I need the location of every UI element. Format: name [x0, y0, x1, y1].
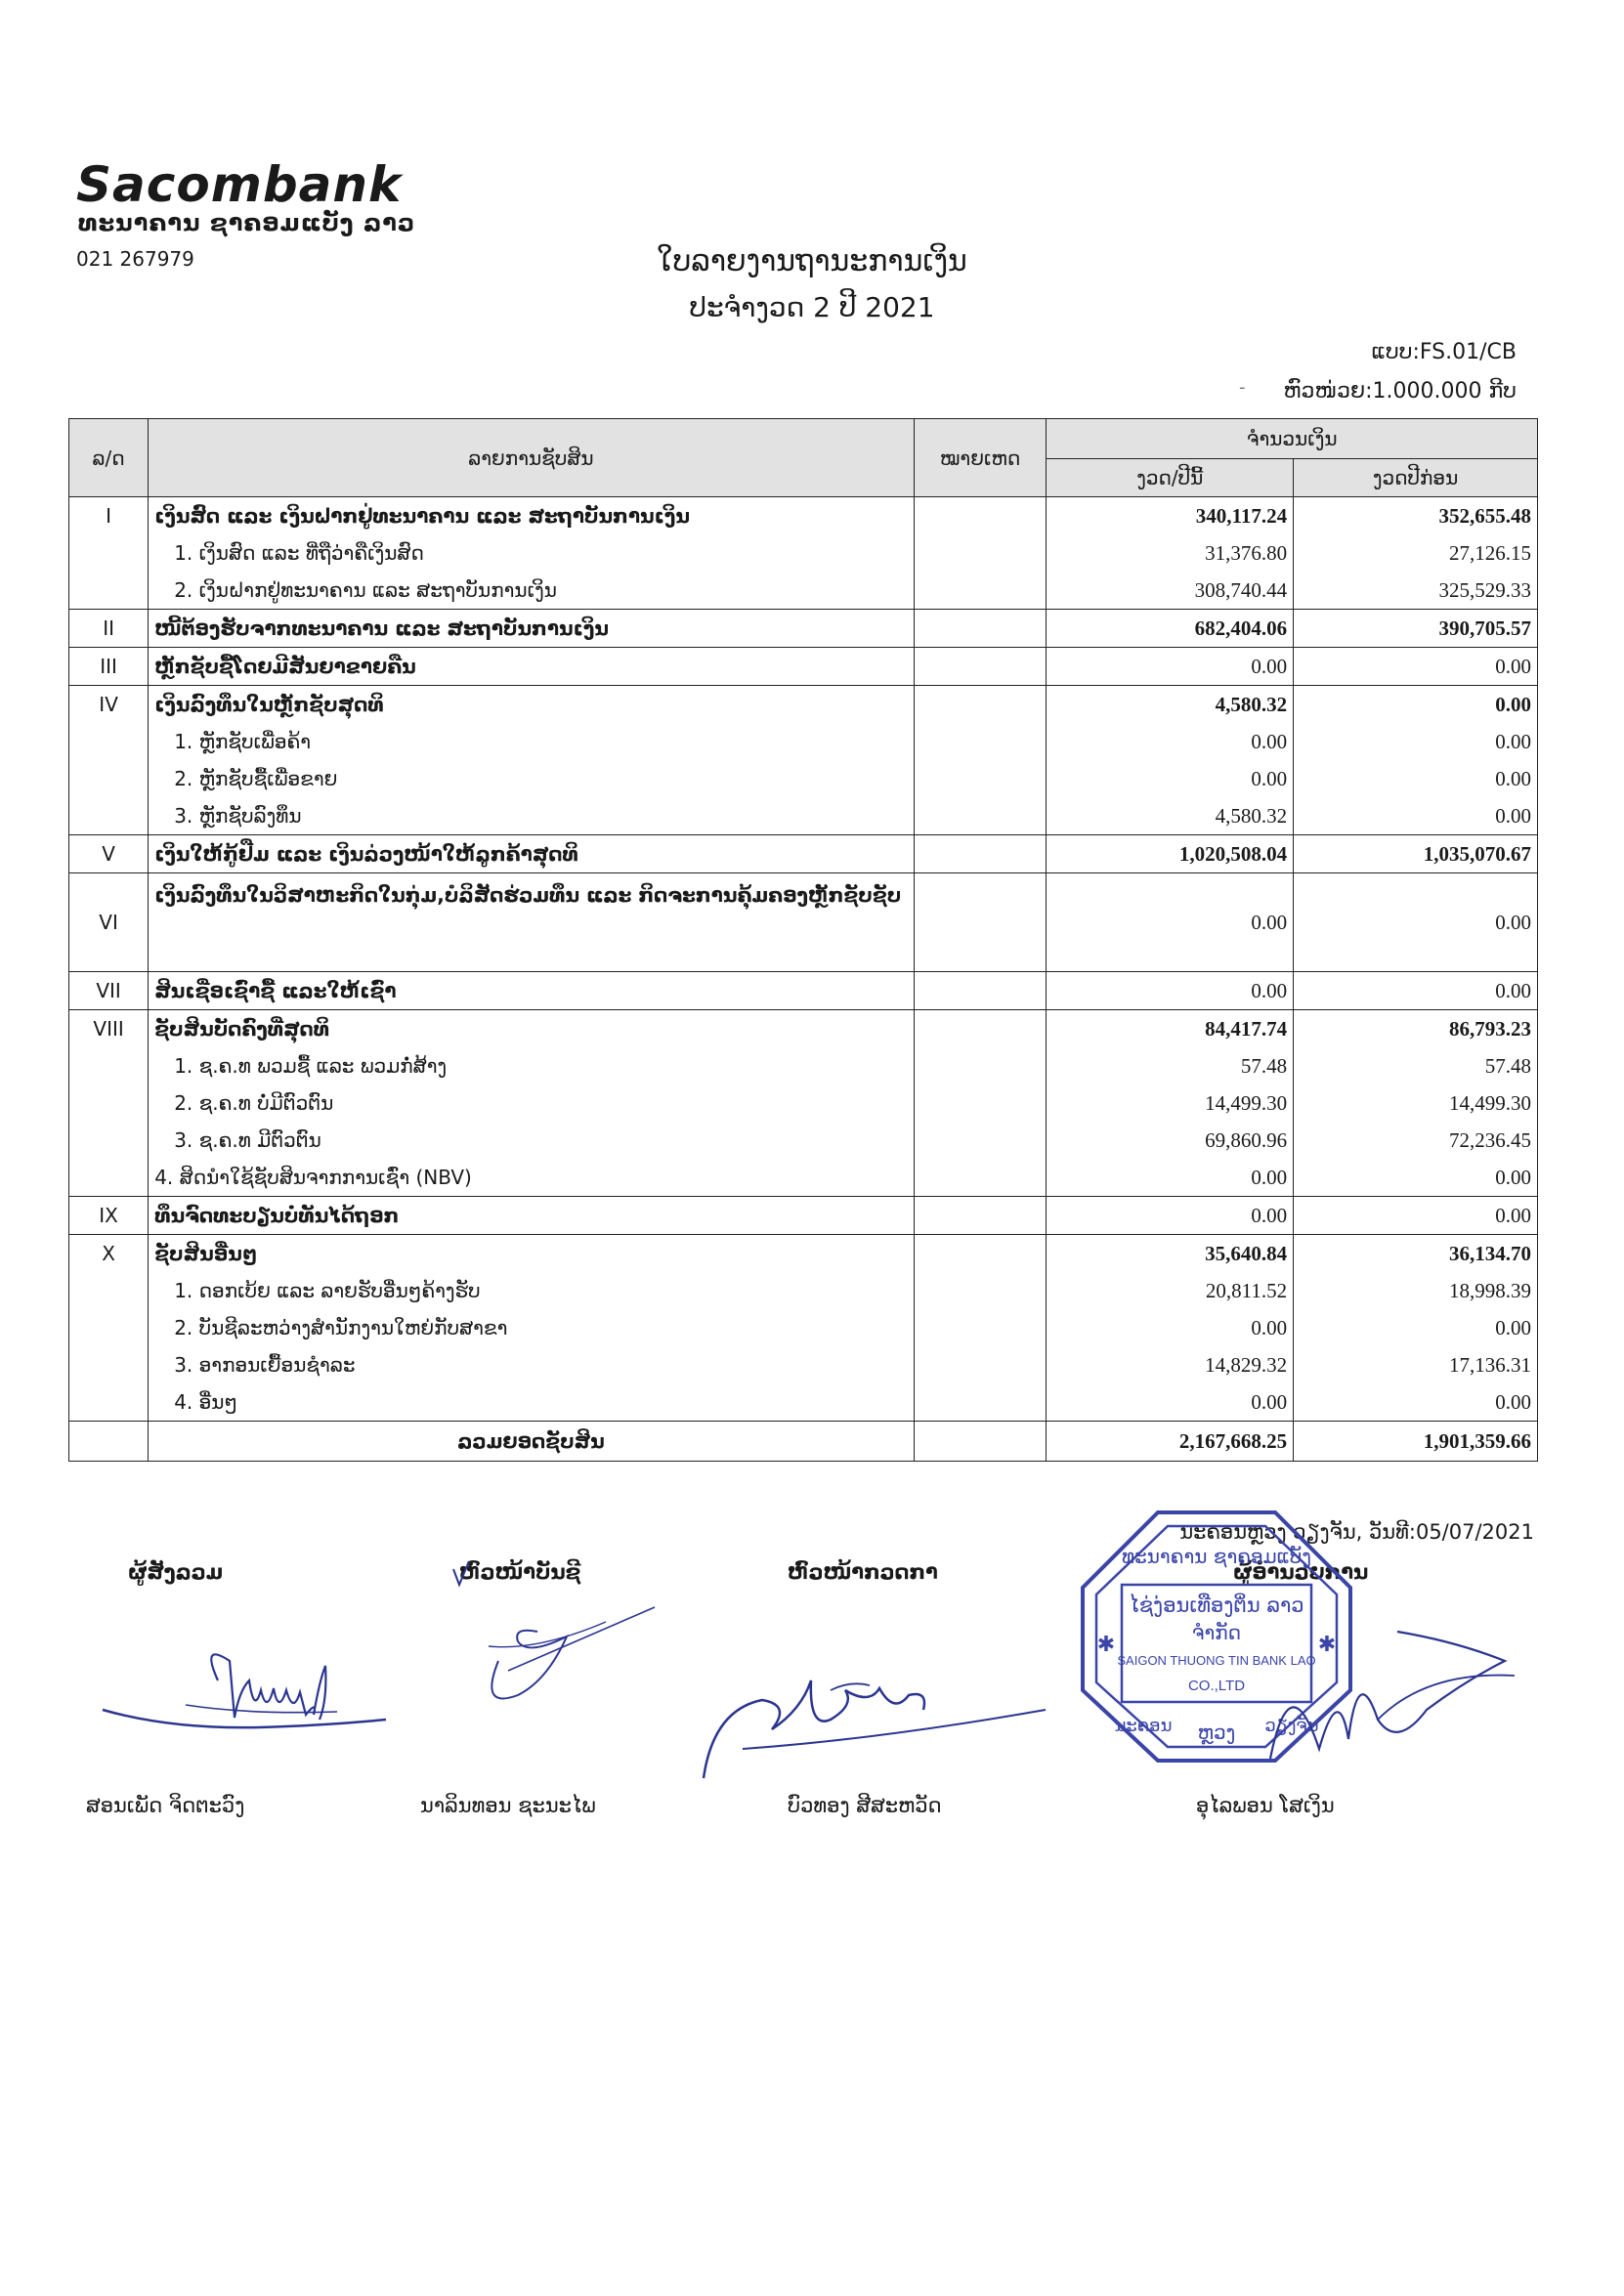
total-label: ລວມຍອດຊັບສິນ: [149, 1422, 914, 1462]
row-number: III: [69, 648, 149, 686]
row-item: 4. ສິດນຳໃຊ້ຊັບສິນຈາກການເຊົ່າ (NBV): [149, 1159, 914, 1197]
signature-chief-auditor: [684, 1651, 1055, 1788]
row-previous-amount: 72,236.45: [1294, 1122, 1538, 1159]
row-current-amount: 0.00: [1047, 1309, 1294, 1346]
row-previous-amount: 0.00: [1294, 1159, 1538, 1197]
row-number: I: [69, 497, 149, 535]
row-note: [914, 572, 1047, 610]
row-current-amount: 14,499.30: [1047, 1084, 1294, 1122]
row-previous-amount: 86,793.23: [1294, 1010, 1538, 1048]
row-item: 1. ຊ.ຄ.ທ ພວມຊື້ ແລະ ພວມກໍ່ສ້າງ: [149, 1047, 914, 1084]
row-previous-amount: 0.00: [1294, 723, 1538, 760]
row-item: 2. ເງິນຝາກຢູ່ທະນາຄານ ແລະ ສະຖາບັນການເງິນ: [149, 572, 914, 610]
row-note: [914, 1346, 1047, 1383]
header-note: ໝາຍເຫດ: [914, 419, 1047, 497]
row-current-amount: 682,404.06: [1047, 610, 1294, 648]
role-director: ຜູ້ອຳນວຍການ: [1233, 1560, 1369, 1584]
stamp-text-company: ໄຊ່ງ່ອນເທືອງຕິ່ນ ລາວ: [1129, 1594, 1304, 1617]
row-previous-amount: 1,035,070.67: [1294, 835, 1538, 873]
row-previous-amount: 18,998.39: [1294, 1272, 1538, 1309]
row-previous-amount: 0.00: [1294, 1309, 1538, 1346]
row-current-amount: 0.00: [1047, 873, 1294, 972]
row-item: ເງິນລົງທຶນໃນວິສາຫະກິດໃນກຸ່ມ,ບໍລິສັດຮ່ວມທຶນ ແລະ ກິດຈະການຄຸ້ມຄອງຫຼັກຊັບຊັບ: [149, 873, 914, 972]
table-row: [69, 497, 1538, 535]
table-row: [69, 1235, 1538, 1273]
row-item: ຫຼັກຊັບຊື້ໂດຍມີສັນຍາຂາຍຄືນ: [149, 648, 914, 686]
signing-date: ນະຄອນຫຼວງ ວຽງຈັນ, ວັນທີ:05/07/2021: [1179, 1520, 1534, 1544]
phone-number: 021 267979: [76, 247, 194, 271]
row-note: [914, 1047, 1047, 1084]
row-number: VI: [69, 873, 149, 972]
row-current-amount: 0.00: [1047, 1159, 1294, 1197]
row-number: VIII: [69, 1010, 149, 1048]
row-current-amount: 0.00: [1047, 760, 1294, 797]
signature-chief-accountant: [459, 1602, 674, 1720]
table-row: [69, 1346, 1538, 1383]
row-item: ເງິນລົງທຶນໃນຫຼັກຊັບສຸດທິ: [149, 686, 914, 724]
table-row: [69, 1272, 1538, 1309]
header-item: ລາຍການຊັບສິນ: [149, 419, 914, 497]
row-item: 3. ອາກອນເຍື້ອນຊຳລະ: [149, 1346, 914, 1383]
row-number: [69, 1159, 149, 1197]
row-note: [914, 1309, 1047, 1346]
balance-sheet-table: [68, 418, 1538, 1462]
header-current: ງວດ/ປີນີ້: [1047, 459, 1294, 497]
row-current-amount: 20,811.52: [1047, 1272, 1294, 1309]
table-row: [69, 1159, 1538, 1197]
stamp-text-english: SAIGON THUONG TIN BANK LAO: [1117, 1653, 1316, 1668]
row-number: [69, 1047, 149, 1084]
stamp-text-vientiane: ວຽງຈັນ: [1264, 1716, 1319, 1736]
row-previous-amount: 17,136.31: [1294, 1346, 1538, 1383]
row-item: 1. ຫຼັກຊັບເພື່ອຄ້າ: [149, 723, 914, 760]
row-note: [914, 497, 1047, 535]
report-title: ໃບລາຍງານຖານະການເງິນ: [657, 244, 967, 278]
name-director: ອຸໄລພອນ ໂສເງິນ: [1196, 1794, 1335, 1817]
table-row: [69, 572, 1538, 610]
row-number: X: [69, 1235, 149, 1273]
row-item: ສິນເຊື່ອເຊົ່າຊື້ ແລະໃຫ້ເຊົ່າ: [149, 972, 914, 1010]
row-note: [914, 1272, 1047, 1309]
row-number: [69, 1084, 149, 1122]
role-chief-auditor: ຫົວໜ້າກວດກາ: [788, 1560, 938, 1584]
row-number: [69, 723, 149, 760]
role-chief-accountant: ຫົວໜ້າບັນຊີ: [459, 1560, 581, 1584]
row-item: ຊັບສິນບັດຄົງທີ່ສຸດທິ: [149, 1010, 914, 1048]
row-note: [914, 873, 1047, 972]
row-current-amount: 4,580.32: [1047, 797, 1294, 835]
row-note: [914, 648, 1047, 686]
row-number: IX: [69, 1197, 149, 1235]
name-chief-accountant: ນາລິນທອນ ຊະນະໄພ: [420, 1794, 596, 1817]
row-number: [69, 1346, 149, 1383]
row-item: ທຶນຈົດທະບຽນບໍ່ທັນໄດ້ຖອກ: [149, 1197, 914, 1235]
row-previous-amount: 390,705.57: [1294, 610, 1538, 648]
row-item: ເງິນສົດ ແລະ ເງິນຝາກຢູ່ທະນາຄານ ແລະ ສະຖາບັນການເງິນ: [149, 497, 914, 535]
row-number: [69, 1122, 149, 1159]
row-number: V: [69, 835, 149, 873]
row-item: ໜີ້ຕ້ອງຮັບຈາກທະນາຄານ ແລະ ສະຖາບັນການເງິນ: [149, 610, 914, 648]
row-previous-amount: 0.00: [1294, 686, 1538, 724]
row-note: [914, 1197, 1047, 1235]
checkmark-icon: [451, 1559, 471, 1589]
row-note: [914, 1159, 1047, 1197]
row-current-amount: 14,829.32: [1047, 1346, 1294, 1383]
table-row: [69, 1047, 1538, 1084]
row-item: ຊັບສິນອື່ນໆ: [149, 1235, 914, 1273]
row-note: [914, 1122, 1047, 1159]
total-previous: 1,901,359.66: [1294, 1422, 1538, 1462]
star-icon: ✱: [1096, 1633, 1116, 1657]
row-number: VII: [69, 972, 149, 1010]
header-no: ລ/ດ: [69, 419, 149, 497]
row-number: [69, 760, 149, 797]
total-note: [914, 1422, 1047, 1462]
row-item: 3. ຊ.ຄ.ທ ມີຕົວຕົນ: [149, 1122, 914, 1159]
row-item: 2. ຫຼັກຊັບຊື້ເພື່ອຂາຍ: [149, 760, 914, 797]
row-current-amount: 0.00: [1047, 723, 1294, 760]
row-number: [69, 572, 149, 610]
total-row: [69, 1422, 1538, 1462]
row-previous-amount: 0.00: [1294, 760, 1538, 797]
signature-director: [1231, 1602, 1524, 1768]
row-note: [914, 534, 1047, 572]
table-row: [69, 1084, 1538, 1122]
row-item: 2. ຊ.ຄ.ທ ບໍ່ມີຕົວຕົນ: [149, 1084, 914, 1122]
header-previous: ງວດປີກ່ອນ: [1294, 459, 1538, 497]
role-compiler: ຜູ້ສັງລວມ: [128, 1560, 224, 1584]
row-current-amount: 31,376.80: [1047, 534, 1294, 572]
row-previous-amount: 325,529.33: [1294, 572, 1538, 610]
row-note: [914, 1084, 1047, 1122]
row-item: 1. ເງິນສົດ ແລະ ທີ່ຖືວ່າຄືເງິນສົດ: [149, 534, 914, 572]
row-current-amount: 0.00: [1047, 1383, 1294, 1422]
table-row: [69, 972, 1538, 1010]
header-amount: ຈຳນວນເງິນ: [1047, 419, 1538, 459]
stamp-text-colt: CO.,LTD: [1187, 1678, 1246, 1694]
row-item: 1. ດອກເບ້ຍ ແລະ ລາຍຮັບອື່ນໆຄ້າງຮັບ: [149, 1272, 914, 1309]
total-current: 2,167,668.25: [1047, 1422, 1294, 1462]
row-previous-amount: 36,134.70: [1294, 1235, 1538, 1273]
row-item: 3. ຫຼັກຊັບລົງທຶນ: [149, 797, 914, 835]
row-note: [914, 797, 1047, 835]
row-note: [914, 760, 1047, 797]
currency-unit: ຫົວໜ່ວຍ:1.000.000 ກີບ: [1283, 379, 1517, 404]
row-number: [69, 797, 149, 835]
report-period: ປະຈຳງວດ 2 ປີ 2021: [689, 291, 935, 323]
form-code: ແບບ:FS.01/CB: [1371, 340, 1517, 364]
table-row: [69, 760, 1538, 797]
table-row: [69, 1383, 1538, 1422]
table-row: [69, 723, 1538, 760]
row-note: [914, 1383, 1047, 1422]
table-row: [69, 797, 1538, 835]
stamp-text-top: ທະນາຄານ ຊາຄອມແບັງ: [1122, 1545, 1311, 1568]
row-item: ເງິນໃຫ້ກູ້ຢືມ ແລະ ເງິນລ່ວງໜ້າໃຫ້ລູກຄ້າສຸດທິ: [149, 835, 914, 873]
row-current-amount: 340,117.24: [1047, 497, 1294, 535]
table-row: [69, 873, 1538, 972]
row-current-amount: 69,860.96: [1047, 1122, 1294, 1159]
row-note: [914, 686, 1047, 724]
row-current-amount: 35,640.84: [1047, 1235, 1294, 1273]
row-note: [914, 1235, 1047, 1273]
row-previous-amount: 0.00: [1294, 1197, 1538, 1235]
decorative-mark: -: [1239, 377, 1246, 398]
row-number: IV: [69, 686, 149, 724]
table-row: [69, 1197, 1538, 1235]
row-current-amount: 0.00: [1047, 1197, 1294, 1235]
row-previous-amount: 14,499.30: [1294, 1084, 1538, 1122]
row-current-amount: 1,020,508.04: [1047, 835, 1294, 873]
bank-logo-subtitle: ທະນາຄານ ຊາຄອມແບັງ ລາວ: [78, 209, 416, 236]
row-note: [914, 972, 1047, 1010]
table-row: [69, 1309, 1538, 1346]
row-note: [914, 610, 1047, 648]
row-previous-amount: 0.00: [1294, 972, 1538, 1010]
row-previous-amount: 0.00: [1294, 797, 1538, 835]
table-row: [69, 1122, 1538, 1159]
row-note: [914, 723, 1047, 760]
row-number: [69, 534, 149, 572]
row-previous-amount: 352,655.48: [1294, 497, 1538, 535]
stamp-text-limited: ຈຳກັດ: [1191, 1621, 1242, 1644]
row-item: 4. ອື່ນໆ: [149, 1383, 914, 1422]
row-previous-amount: 27,126.15: [1294, 534, 1538, 572]
table-row: [69, 835, 1538, 873]
table-row: [69, 534, 1538, 572]
row-number: [69, 1383, 149, 1422]
row-note: [914, 1010, 1047, 1048]
name-compiler: ສອນເພັດ ຈິດຕະວົງ: [86, 1794, 245, 1817]
bank-logo: Sacombank: [76, 156, 403, 213]
row-previous-amount: 0.00: [1294, 1383, 1538, 1422]
row-number: [69, 1272, 149, 1309]
row-current-amount: 308,740.44: [1047, 572, 1294, 610]
row-current-amount: 0.00: [1047, 648, 1294, 686]
row-current-amount: 84,417.74: [1047, 1010, 1294, 1048]
table-row: [69, 1010, 1538, 1048]
stamp-text-city: ນະຄອນ: [1114, 1716, 1173, 1736]
row-current-amount: 0.00: [1047, 972, 1294, 1010]
row-number: II: [69, 610, 149, 648]
row-previous-amount: 0.00: [1294, 873, 1538, 972]
row-item: 2. ບັນຊີລະຫວ່າງສຳນັກງານໃຫຍ່ກັບສາຂາ: [149, 1309, 914, 1346]
star-icon: ✱: [1317, 1633, 1337, 1657]
row-current-amount: 57.48: [1047, 1047, 1294, 1084]
row-previous-amount: 0.00: [1294, 648, 1538, 686]
row-note: [914, 835, 1047, 873]
table-row: [69, 610, 1538, 648]
row-previous-amount: 57.48: [1294, 1047, 1538, 1084]
table-header-row: [69, 419, 1538, 459]
table-row: [69, 648, 1538, 686]
table-row: [69, 686, 1538, 724]
row-number: [69, 1309, 149, 1346]
row-current-amount: 4,580.32: [1047, 686, 1294, 724]
name-chief-auditor: ບົວທອງ ສີສະຫວັດ: [788, 1794, 942, 1817]
signature-compiler: [93, 1622, 406, 1749]
stamp-text-capital: ຫຼວງ: [1197, 1721, 1236, 1744]
total-no: [69, 1422, 149, 1462]
